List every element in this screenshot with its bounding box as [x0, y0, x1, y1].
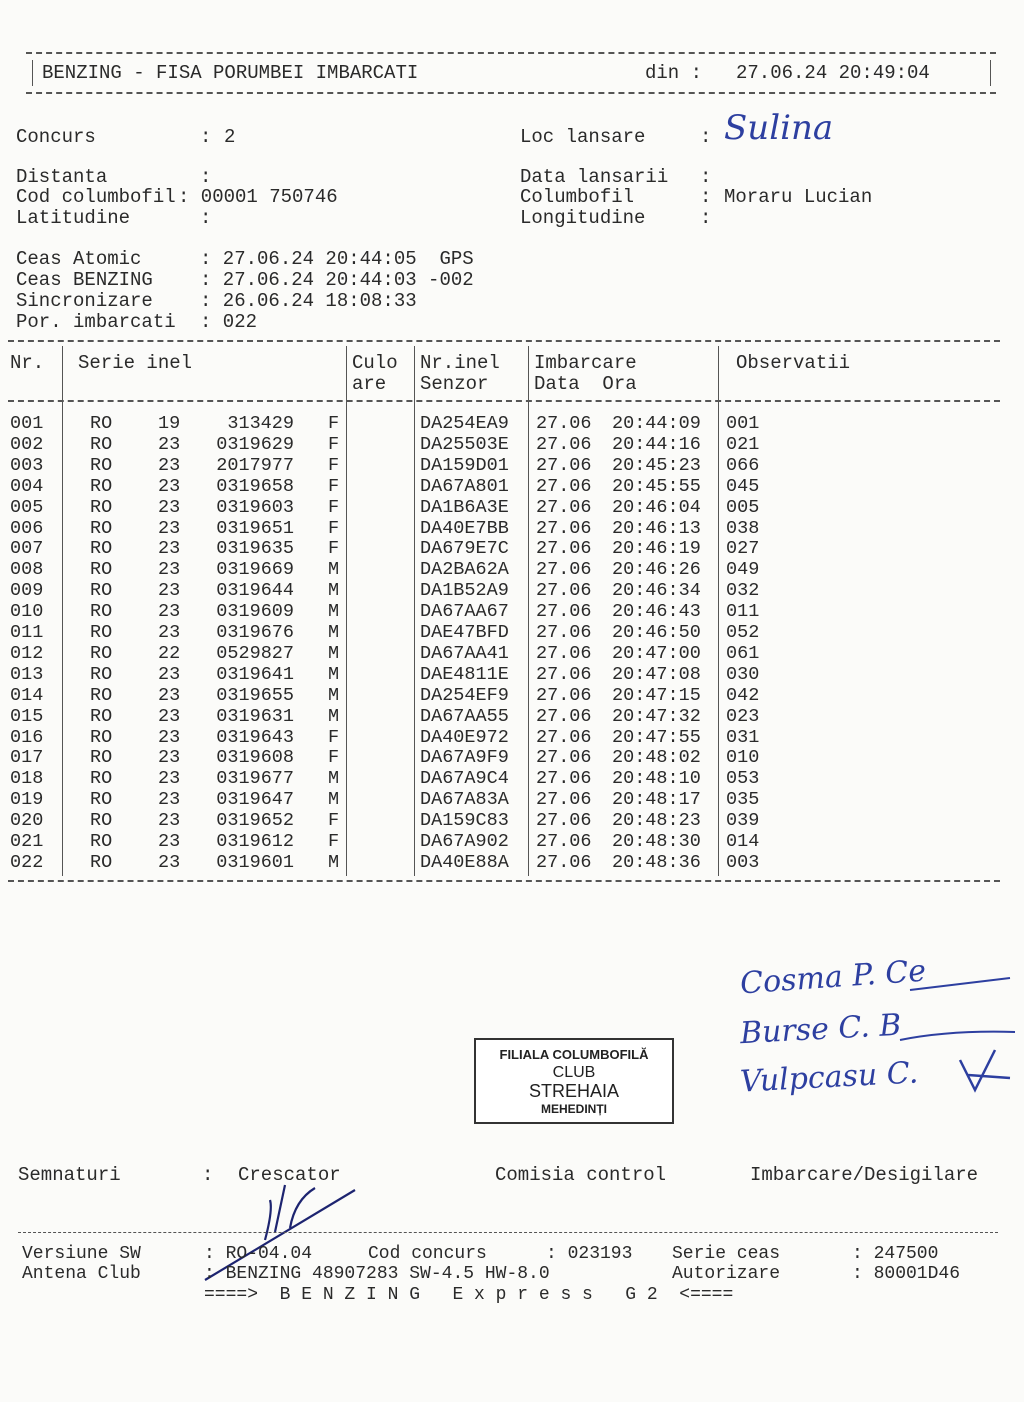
columbofil-sep: : [700, 186, 712, 208]
cell-tara: RO [90, 475, 113, 497]
cell-observatii: 014 [726, 831, 760, 852]
cell-numar: 0319608 [216, 747, 294, 769]
cell-observatii: 031 [726, 726, 760, 748]
cell-data: 27.06 [536, 642, 592, 664]
header-culoare-1: Culo [352, 352, 398, 374]
columbofil-value: Moraru Lucian [724, 186, 873, 208]
autorizare-value: : 80001D46 [852, 1264, 961, 1284]
cell-ora: 20:47:55 [612, 726, 701, 748]
cell-an: 23 [158, 726, 181, 748]
cell-sex: M [328, 705, 340, 727]
cell-sex: F [328, 454, 340, 476]
cell-nr: 008 [10, 559, 44, 581]
cell-sex: M [328, 684, 340, 706]
header-nrinel-1: Nr.inel [420, 352, 500, 374]
cell-tara: RO [90, 580, 113, 602]
cell-an: 23 [158, 559, 181, 581]
cell-tara: RO [90, 538, 113, 560]
cell-numar: 0319603 [216, 496, 294, 518]
handwritten-line-2: Burse C. B [739, 1007, 903, 1052]
latitudine-sep: : [200, 207, 212, 229]
cell-an: 23 [158, 747, 181, 769]
header-observatii: Observatii [736, 352, 851, 374]
cell-data: 27.06 [536, 538, 592, 560]
din-label: din : [645, 62, 703, 84]
comisia-control-label: Comisia control [495, 1164, 667, 1186]
cell-sex: F [328, 726, 340, 748]
cod-concurs-label: Cod concurs [368, 1244, 487, 1264]
cell-data: 27.06 [536, 475, 592, 497]
cell-observatii: 052 [726, 622, 760, 643]
loc-lansare-handwritten: Sulina [724, 108, 834, 148]
concurs-value: 2 [224, 126, 236, 148]
col-sep-serie [346, 346, 347, 876]
col-sep-senzor [528, 346, 529, 876]
cod-concurs-value: : 023193 [546, 1244, 633, 1264]
cell-observatii: 001 [726, 413, 760, 434]
cell-an: 23 [158, 538, 181, 560]
cell-data: 27.06 [536, 559, 592, 581]
cell-observatii: 038 [726, 517, 760, 539]
cell-senzor: DA159D01 [420, 454, 509, 476]
serie-ceas-label: Serie ceas [672, 1244, 781, 1264]
cell-data: 27.06 [536, 747, 592, 769]
cell-data: 27.06 [536, 622, 592, 643]
cell-an: 23 [158, 768, 181, 790]
cell-tara: RO [90, 768, 113, 790]
table-top-rule [8, 340, 1000, 342]
cell-data: 27.06 [536, 433, 592, 455]
por-imbarcati-label: Por. imbarcati [16, 311, 176, 333]
antena-club-label: Antena Club [22, 1264, 141, 1284]
stamp-line-4: MEHEDINȚI [541, 1102, 607, 1116]
col-sep-culoare [414, 346, 415, 876]
cell-nr: 014 [10, 684, 44, 706]
header-nrinel-2: Senzor [420, 373, 489, 395]
cell-numar: 0319629 [216, 433, 294, 455]
cell-tara: RO [90, 559, 113, 581]
cell-sex: F [328, 517, 340, 539]
header-culoare-2: are [352, 373, 387, 395]
cell-numar: 0319612 [216, 831, 294, 852]
cell-sex: M [328, 580, 340, 602]
cell-nr: 018 [10, 768, 44, 790]
longitudine-label: Longitudine [520, 207, 646, 229]
cell-observatii: 061 [726, 642, 760, 664]
cell-sex: M [328, 789, 340, 811]
header-bottom-rule [26, 92, 996, 94]
cell-ora: 20:47:32 [612, 705, 701, 727]
cell-observatii: 003 [726, 851, 760, 873]
cell-data: 27.06 [536, 454, 592, 476]
cell-ora: 20:44:16 [612, 433, 701, 455]
cell-an: 23 [158, 433, 181, 455]
cell-numar: 0529827 [216, 642, 294, 664]
cell-tara: RO [90, 831, 113, 852]
cell-nr: 017 [10, 747, 44, 769]
cell-numar: 0319669 [216, 559, 294, 581]
distanta-sep: : [200, 166, 212, 188]
cell-tara: RO [90, 789, 113, 811]
cell-tara: RO [90, 684, 113, 706]
cell-sex: F [328, 413, 340, 434]
cell-numar: 0319658 [216, 475, 294, 497]
cell-observatii: 039 [726, 810, 760, 832]
cell-tara: RO [90, 642, 113, 664]
cell-observatii: 030 [726, 663, 760, 685]
cell-tara: RO [90, 851, 113, 873]
cell-senzor: DA25503E [420, 433, 509, 455]
cell-numar: 0319644 [216, 580, 294, 602]
cell-data: 27.06 [536, 831, 592, 852]
stamp-line-3: STREHAIA [528, 1081, 620, 1101]
cell-senzor: DA67AA41 [420, 642, 509, 664]
cell-data: 27.06 [536, 789, 592, 811]
cell-an: 23 [158, 454, 181, 476]
cell-tara: RO [90, 747, 113, 769]
cell-senzor: DA254EF9 [420, 684, 509, 706]
header-imbarcare-2: Data Ora [534, 373, 637, 395]
cell-senzor: DA1B52A9 [420, 580, 509, 602]
cell-ora: 20:46:04 [612, 496, 701, 518]
handwritten-signatures-icon [890, 960, 1020, 1110]
cell-senzor: DA40E7BB [420, 517, 509, 539]
header-left-border [32, 60, 33, 86]
cell-ora: 20:48:30 [612, 831, 701, 852]
loc-lansare-label: Loc lansare [520, 126, 646, 148]
cell-nr: 006 [10, 517, 44, 539]
cell-tara: RO [90, 454, 113, 476]
report-datetime: 27.06.24 20:49:04 [736, 62, 930, 84]
concurs-sep: : [200, 126, 212, 148]
cell-senzor: DA67AA67 [420, 601, 509, 623]
cell-data: 27.06 [536, 580, 592, 602]
header-nr: Nr. [10, 352, 45, 374]
cell-numar: 0319647 [216, 789, 294, 811]
cell-numar: 0319652 [216, 810, 294, 832]
cell-nr: 013 [10, 663, 44, 685]
cell-data: 27.06 [536, 517, 592, 539]
cell-senzor: DA679E7C [420, 538, 509, 560]
cell-data: 27.06 [536, 726, 592, 748]
cell-numar: 0319677 [216, 768, 294, 790]
cell-senzor: DA159C83 [420, 810, 509, 832]
cell-ora: 20:46:43 [612, 601, 701, 623]
cell-data: 27.06 [536, 496, 592, 518]
cell-tara: RO [90, 810, 113, 832]
longitudine-sep: : [700, 207, 712, 229]
cell-nr: 004 [10, 475, 44, 497]
cell-observatii: 042 [726, 684, 760, 706]
cell-senzor: DA67A9F9 [420, 747, 509, 769]
versiune-sw-value: : RO-04.04 [204, 1244, 313, 1264]
crescator-label: Crescator [238, 1164, 341, 1186]
cell-senzor: DA40E88A [420, 851, 509, 873]
cell-sex: F [328, 433, 340, 455]
versiune-sw-label: Versiune SW [22, 1244, 141, 1264]
ceas-benzing-value: : 27.06.24 20:44:03 -002 [200, 269, 474, 291]
cell-nr: 005 [10, 496, 44, 518]
imbarcare-desigilare-label: Imbarcare/Desigilare [750, 1164, 979, 1186]
cell-an: 23 [158, 831, 181, 852]
cell-senzor: DA67A902 [420, 831, 509, 852]
cell-sex: M [328, 642, 340, 664]
cell-senzor: DA67A801 [420, 475, 509, 497]
cell-numar: 313429 [227, 413, 294, 434]
cell-ora: 20:46:26 [612, 559, 701, 581]
cell-nr: 010 [10, 601, 44, 623]
cell-an: 23 [158, 851, 181, 873]
cell-senzor: DA67A83A [420, 789, 509, 811]
cell-sex: M [328, 663, 340, 685]
cell-ora: 20:48:36 [612, 851, 701, 873]
header-right-border [990, 60, 991, 86]
cell-ora: 20:48:17 [612, 789, 701, 811]
cell-senzor: DA2BA62A [420, 559, 509, 581]
cell-sex: M [328, 851, 340, 873]
cell-tara: RO [90, 726, 113, 748]
cell-data: 27.06 [536, 684, 592, 706]
cell-nr: 002 [10, 433, 44, 455]
cell-senzor: DA254EA9 [420, 413, 509, 434]
cell-sex: F [328, 475, 340, 497]
cell-sex: F [328, 747, 340, 769]
cell-senzor: DA40E972 [420, 726, 509, 748]
cell-data: 27.06 [536, 810, 592, 832]
ceas-atomic-value: : 27.06.24 20:44:05 GPS [200, 248, 474, 270]
table-header-rule [8, 400, 1000, 402]
cell-senzor: DAE4811E [420, 663, 509, 685]
cell-senzor: DAE47BFD [420, 622, 509, 643]
cell-tara: RO [90, 433, 113, 455]
cell-nr: 016 [10, 726, 44, 748]
loc-lansare-sep: : [700, 126, 712, 148]
cell-senzor: DA67AA55 [420, 705, 509, 727]
handwritten-line-1: Cosma P. Ce [739, 953, 928, 1002]
cell-an: 23 [158, 580, 181, 602]
data-lansarii-sep: : [700, 166, 712, 188]
cell-numar: 0319651 [216, 517, 294, 539]
cell-an: 23 [158, 684, 181, 706]
cell-an: 23 [158, 705, 181, 727]
cell-numar: 0319601 [216, 851, 294, 873]
cell-nr: 001 [10, 413, 44, 434]
cell-ora: 20:46:50 [612, 622, 701, 643]
antena-club-value: : BENZING 48907283 SW-4.5 HW-8.0 [204, 1264, 550, 1284]
cell-sex: F [328, 810, 340, 832]
cell-ora: 20:47:15 [612, 684, 701, 706]
cell-data: 27.06 [536, 768, 592, 790]
cell-nr: 007 [10, 538, 44, 560]
cell-nr: 019 [10, 789, 44, 811]
cell-data: 27.06 [536, 705, 592, 727]
cell-nr: 011 [10, 622, 44, 643]
cell-numar: 0319641 [216, 663, 294, 685]
cell-an: 23 [158, 601, 181, 623]
cell-ora: 20:45:55 [612, 475, 701, 497]
stamp-line-2: CLUB [552, 1064, 596, 1081]
col-sep-imbarcare [718, 346, 719, 876]
table-bottom-rule [8, 880, 1000, 882]
cell-nr: 021 [10, 831, 44, 852]
concurs-label: Concurs [16, 126, 96, 148]
cell-sex: M [328, 601, 340, 623]
ceas-benzing-label: Ceas BENZING [16, 269, 153, 291]
cell-observatii: 032 [726, 580, 760, 602]
cell-observatii: 005 [726, 496, 760, 518]
cell-ora: 20:48:10 [612, 768, 701, 790]
cell-an: 23 [158, 475, 181, 497]
header-serie-inel: Serie inel [78, 352, 193, 374]
cell-senzor: DA67A9C4 [420, 768, 509, 790]
handwritten-line-3: Vulpcasu C. [739, 1055, 920, 1100]
col-sep-nr [62, 346, 63, 876]
data-lansarii-label: Data lansarii [520, 166, 669, 188]
cell-ora: 20:48:23 [612, 810, 701, 832]
cell-nr: 009 [10, 580, 44, 602]
cell-ora: 20:44:09 [612, 413, 701, 434]
cell-sex: M [328, 768, 340, 790]
cell-data: 27.06 [536, 663, 592, 685]
cell-tara: RO [90, 705, 113, 727]
latitudine-label: Latitudine [16, 207, 131, 229]
cell-data: 27.06 [536, 601, 592, 623]
cell-observatii: 023 [726, 705, 760, 727]
cell-observatii: 045 [726, 475, 760, 497]
cell-observatii: 010 [726, 747, 760, 769]
cell-an: 22 [158, 642, 181, 664]
cell-numar: 2017977 [216, 454, 294, 476]
serie-ceas-value: : 247500 [852, 1244, 939, 1264]
cell-observatii: 011 [726, 601, 760, 623]
cell-tara: RO [90, 496, 113, 518]
cell-tara: RO [90, 517, 113, 539]
cod-columbofil-value: : 00001 750746 [178, 186, 338, 208]
cell-tara: RO [90, 663, 113, 685]
cell-nr: 022 [10, 851, 44, 873]
cell-nr: 020 [10, 810, 44, 832]
footer-rule [18, 1232, 998, 1233]
autorizare-label: Autorizare [672, 1264, 781, 1284]
cell-nr: 015 [10, 705, 44, 727]
ceas-atomic-label: Ceas Atomic [16, 248, 142, 270]
cell-ora: 20:47:00 [612, 642, 701, 664]
cell-sex: F [328, 831, 340, 852]
cell-an: 23 [158, 789, 181, 811]
cell-numar: 0319635 [216, 538, 294, 560]
cell-an: 19 [158, 413, 181, 434]
sincronizare-value: : 26.06.24 18:08:33 [200, 290, 417, 312]
cell-sex: M [328, 559, 340, 581]
cell-ora: 20:46:34 [612, 580, 701, 602]
cell-sex: F [328, 538, 340, 560]
semnaturi-label: Semnaturi [18, 1164, 121, 1186]
cell-data: 27.06 [536, 851, 592, 873]
cell-sex: M [328, 622, 340, 643]
cell-sex: F [328, 496, 340, 518]
cell-observatii: 021 [726, 433, 760, 455]
cod-columbofil-label: Cod columbofil [16, 186, 176, 208]
cell-observatii: 027 [726, 538, 760, 560]
cell-ora: 20:46:19 [612, 538, 701, 560]
cell-data: 27.06 [536, 413, 592, 434]
semnaturi-sep: : [202, 1164, 214, 1186]
cell-numar: 0319655 [216, 684, 294, 706]
cell-nr: 012 [10, 642, 44, 664]
cell-ora: 20:48:02 [612, 747, 701, 769]
columbofil-label: Columbofil [520, 186, 635, 208]
header-imbarcare-1: Imbarcare [534, 352, 637, 374]
report-title: BENZING - FISA PORUMBEI IMBARCATI [42, 62, 419, 84]
cell-numar: 0319609 [216, 601, 294, 623]
por-imbarcati-value: : 022 [200, 311, 258, 333]
cell-nr: 003 [10, 454, 44, 476]
cell-an: 23 [158, 622, 181, 643]
cell-numar: 0319676 [216, 622, 294, 643]
cell-ora: 20:46:13 [612, 517, 701, 539]
cell-senzor: DA1B6A3E [420, 496, 509, 518]
cell-tara: RO [90, 413, 113, 434]
cell-tara: RO [90, 601, 113, 623]
cell-tara: RO [90, 622, 113, 643]
cell-ora: 20:45:23 [612, 454, 701, 476]
cell-observatii: 053 [726, 768, 760, 790]
benzing-express-banner: ====> B E N Z I N G E x p r e s s G 2 <==== [204, 1285, 734, 1305]
club-stamp [474, 1038, 674, 1124]
cell-observatii: 066 [726, 454, 760, 476]
distanta-label: Distanta [16, 166, 108, 188]
cell-observatii: 035 [726, 789, 760, 811]
cell-numar: 0319643 [216, 726, 294, 748]
cell-an: 23 [158, 663, 181, 685]
sincronizare-label: Sincronizare [16, 290, 153, 312]
header-top-rule [26, 52, 996, 54]
cell-an: 23 [158, 810, 181, 832]
cell-observatii: 049 [726, 559, 760, 581]
cell-an: 23 [158, 517, 181, 539]
stamp-line-1: FILIALA COLUMBOFILĂ [499, 1047, 649, 1062]
cell-numar: 0319631 [216, 705, 294, 727]
cell-an: 23 [158, 496, 181, 518]
cell-ora: 20:47:08 [612, 663, 701, 685]
